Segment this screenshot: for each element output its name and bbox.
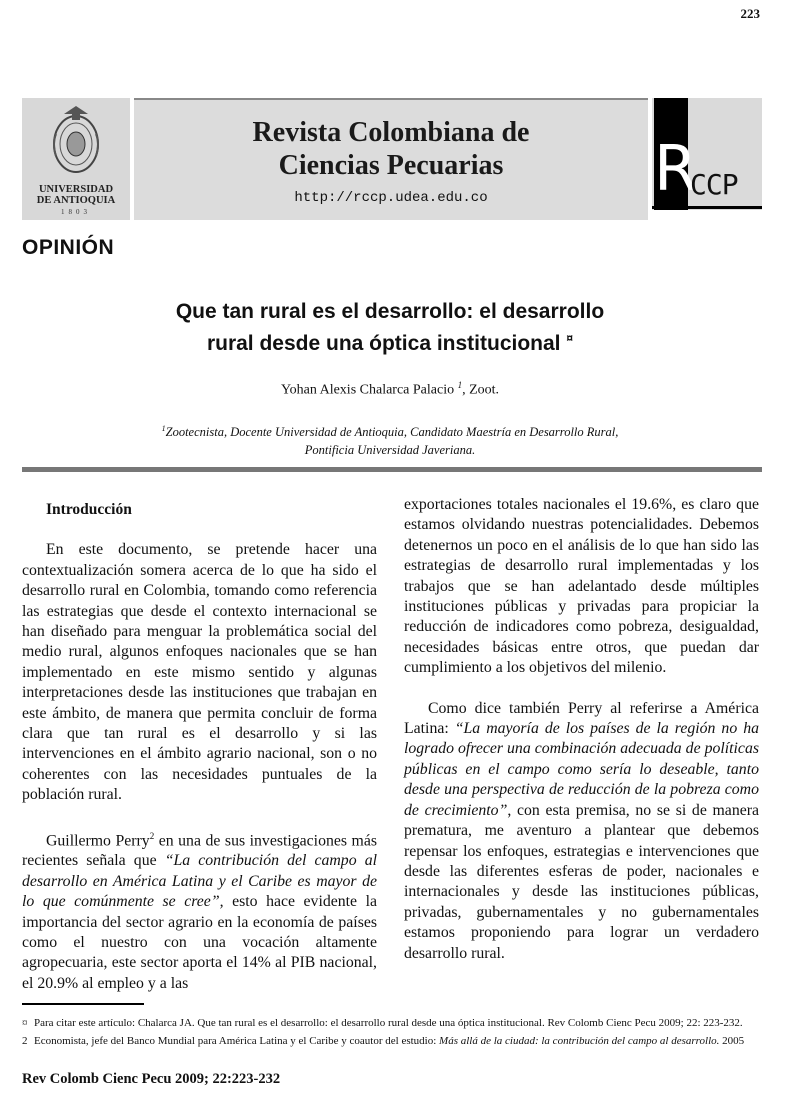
journal-header [134, 98, 648, 220]
affiliation-line1: $^1$Zootecnista, Docente Universidad de Antioquia, Candidato Maestría en Desarrollo Rural, [161, 424, 619, 440]
university-name-line2: DE ANTIOQUIA [36, 195, 116, 206]
university-seal-icon [50, 104, 102, 176]
affiliation-line2: Pontificia Universidad Javeriana. [304, 443, 476, 458]
title-footnote-mark: ¤ [566, 331, 574, 345]
paragraph-1: En este documento, se pretende hacer una contextualización somera acerca de lo que ha sido el desarrollo rural en Colombia, tomando como referencia las estrategias que desde el contexto internacional se han diseñado para menguar la problemática social del medio rural, algunos enfoques nacionales que se han implementado en este mismo sentido y algunas interpretaciones desde las instituciones que trabajan en este ámbito, de manera que permita concluir de forma clara que tan rural es el desarrollo y si las intervenciones en el ámbito agrario nacional, son o no coherentes con las necesidades puntuales de la población rural. [22, 541, 377, 804]
author-affiliation-mark: 1 [457, 380, 463, 390]
section-heading: Introducción [46, 501, 132, 518]
footnote-1-text: Para citar este artículo: Chalarca JA. Que tan rural es el desarrollo: el desarrollo rural desde una óptica institucional. Rev Colomb Cienc Pecu 2009; 22: 223-232. [34, 1017, 743, 1029]
section-label: OPINIÓN [22, 236, 115, 259]
author-name: Yohan Alexis Chalarca Palacio [280, 382, 455, 398]
footnote-ref-2: 2 [149, 830, 155, 841]
journal-url-link[interactable]: http://rccp.udea.edu.co [294, 190, 488, 206]
page-number: 223 [740, 6, 760, 21]
article-title-line2: rural desde una óptica institucional ¤ [206, 331, 574, 355]
rccp-logo-underline [652, 206, 762, 209]
perry-quote: “La contribución del campo al desarrollo en América Latina y el Caribe es mayor de lo que comúnmente se cree”, [22, 852, 377, 911]
university-name-line1: UNIVERSIDAD [38, 184, 114, 195]
university-logo [22, 98, 130, 220]
article-title [100, 298, 680, 357]
footnote-2-mark: 2 [22, 1035, 28, 1047]
body-column-right [404, 495, 759, 984]
footnote-1 [22, 1016, 767, 1030]
section-divider [22, 467, 762, 472]
footnote-1-mark: ¤ [22, 1017, 28, 1029]
author-affiliation [60, 420, 720, 459]
article-title-line1: Que tan rural es el desarrollo: el desarrollo [175, 300, 605, 323]
rccp-logo [652, 98, 762, 210]
journal-title-line1: Revista Colombiana de [252, 117, 530, 148]
author-degree: , Zoot. [462, 382, 500, 398]
body-column-left [22, 496, 377, 1014]
journal-title [134, 116, 648, 182]
paragraph-4: Como dice también Perry al referirse a América Latina: “La mayoría de los países de la región no ha logrado ofrecer una combinación adecuada de políticas públicas en el campo como sería lo deseable, tanto desde una perspectiva de reducción de la pobreza como de crecimiento”, con esta premisa, no se si de manera prematura, me aventuro a plantear que debemos repensar los enfoques, estrategias e intervenciones que desde las diferentes esferas de poder, nacionales e internacionales y desde las instituciones públicas, privadas, gubernamentales y no gubernamentales estamos proponiendo para lograr un verdadero desarrollo rural. [404, 699, 760, 962]
rccp-logo-ccp: CCP [690, 168, 738, 201]
paragraph-3: exportaciones totales nacionales el 19.6%, es claro que estamos olvidando nuestras potencialidades. Debemos detenernos un poco en el análisis de lo que han sido las estrategias de desarrollo rural implementadas y los trabajos que se han adelantado desde múltiples instituciones públicas y privadas para propiciar la reducción de indicadores como pobreza, desigualdad, necesidades básicas entre otros, que puedan dar cumplimiento a los objetivos del milenio. [404, 496, 759, 677]
footnote-2-title: Más allá de la ciudad: la contribución del campo al desarrollo. [439, 1035, 720, 1047]
header-top-rule [134, 98, 648, 100]
rccp-logo-r: R [654, 132, 698, 205]
footnote-2-text: Economista, jefe del Banco Mundial para América Latina y el Caribe y coautor del estudio: [34, 1035, 440, 1047]
paragraph-2: Guillermo Perry$^2$ en una de sus investigaciones más recientes señala que “La contribución del campo al desarrollo en América Latina y el Caribe es mayor de lo que comúnmente se cree”, esto hace evidente la importancia del sector agrario en la economía de países como el nuestro con una vocación altamente agropecuaria, este sector aporta el 14% al PIB nacional, el 20.9% al empleo y a las [22, 830, 377, 992]
footer-citation: Rev Colomb Cienc Pecu 2009; 22:223-232 [22, 1071, 281, 1087]
journal-title-line2: Ciencias Pecuarias [278, 150, 504, 181]
footnote-2 [22, 1034, 767, 1048]
perry-quote-2: “La mayoría de los países de la región no ha logrado ofrecer una combinación adecuada de políticas públicas en el campo como sería lo deseable, tanto desde una perspectiva de reducción de la pobreza como de crecimiento” [404, 720, 760, 819]
university-founding-year: 1803 [61, 208, 91, 216]
footnote-2-year: 2005 [719, 1035, 745, 1047]
author-line [100, 380, 680, 399]
footnote-rule [22, 1003, 144, 1005]
